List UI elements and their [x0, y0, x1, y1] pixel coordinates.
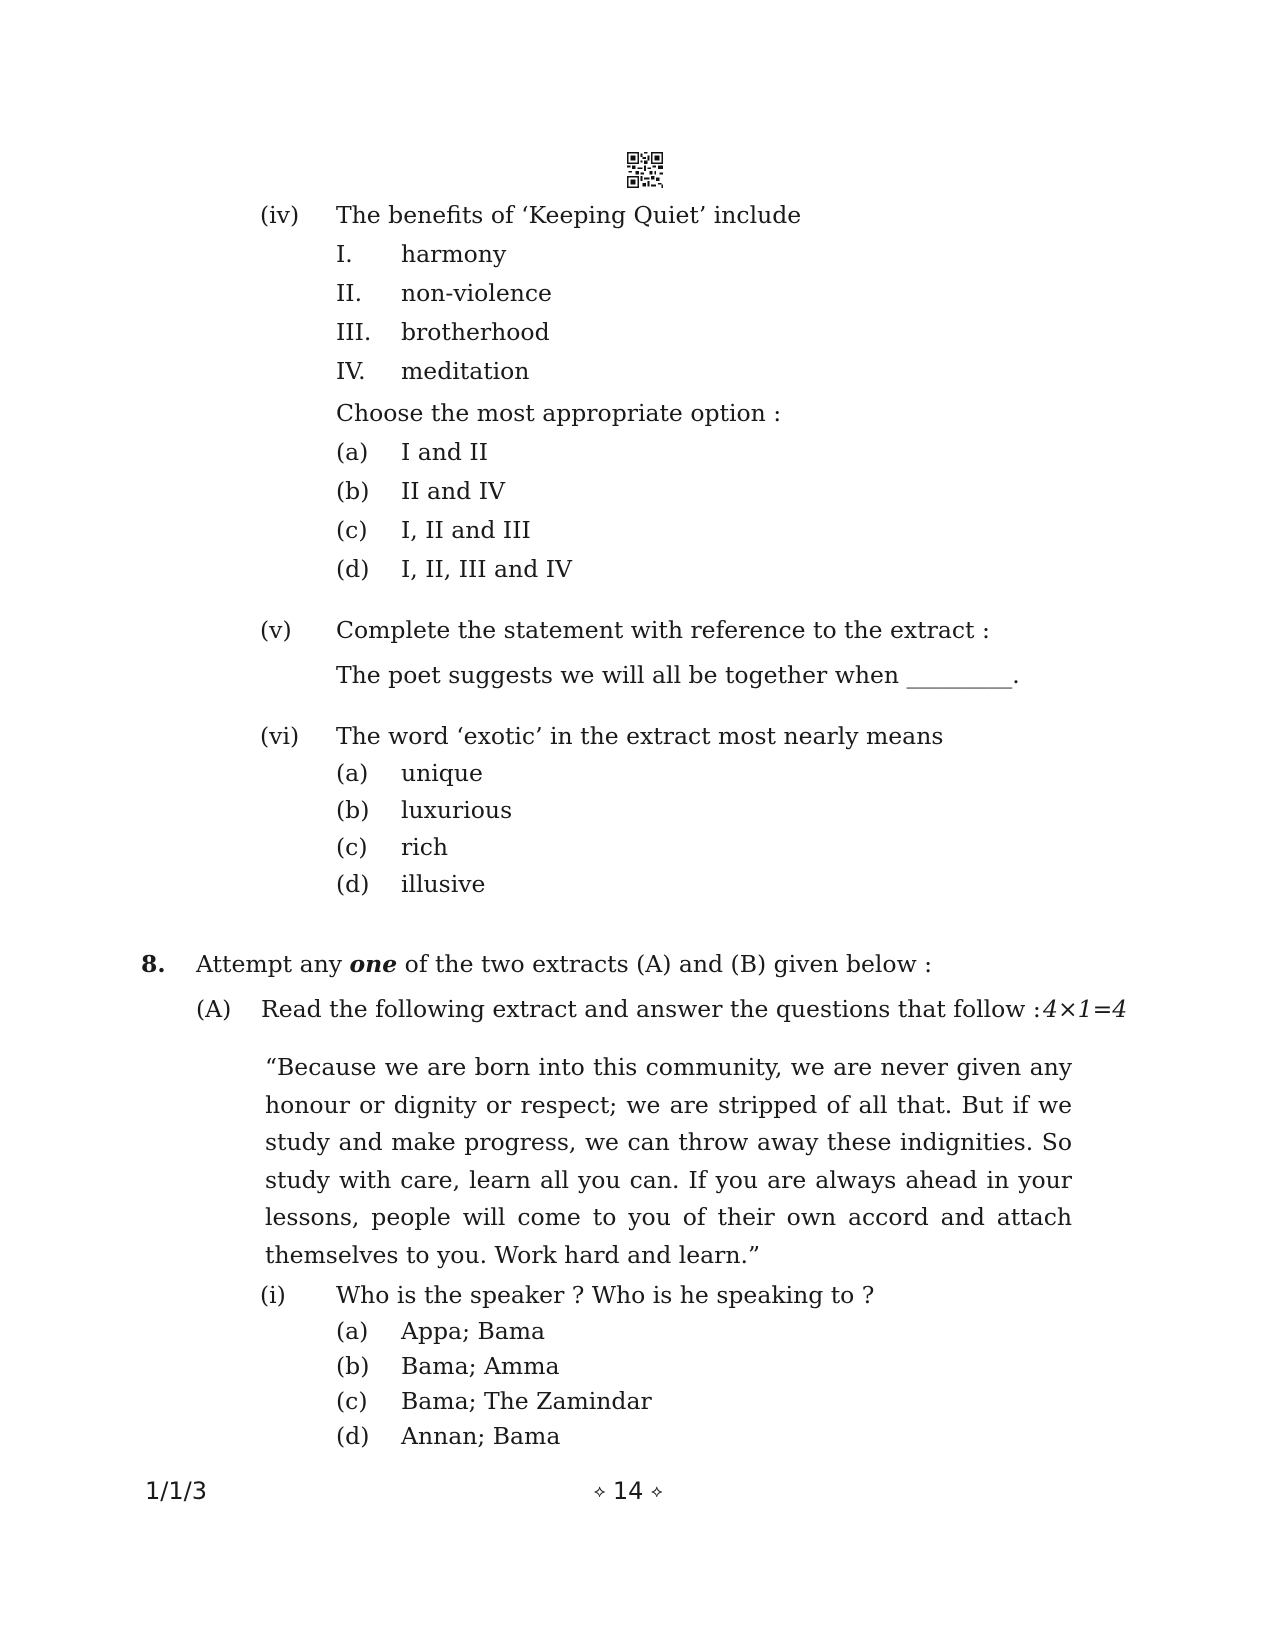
- option-text: Bama; The Zamindar: [401, 1387, 652, 1415]
- option-text: luxurious: [401, 796, 513, 824]
- option-label: (a): [336, 1317, 369, 1345]
- extract-passage: “Because we are born into this community, we are never given any honour or dignity or respect; we are stripped of all that. But if we study and make progress, we can throw away these indignities. So study with care, learn all you can. If you are always ahead in your lessons, people will come to you of their own accord and attach themselves to you. Work hard and learn.”: [265, 1053, 1072, 1269]
- item-text: non-violence: [401, 279, 552, 307]
- item-number: IV.: [336, 357, 366, 385]
- option-text: Annan; Bama: [401, 1422, 561, 1450]
- option-label: (a): [336, 438, 369, 466]
- option-text: rich: [401, 833, 449, 861]
- item-text: meditation: [401, 357, 530, 385]
- item-text: harmony: [401, 240, 507, 268]
- option-label: (d): [336, 1422, 370, 1450]
- instruction: Choose the most appropriate option :: [336, 399, 782, 427]
- qr-code: [627, 152, 663, 188]
- question-number: (i): [260, 1281, 286, 1309]
- question-stem: Attempt any one of the two extracts (A) and (B) given below :: [196, 950, 933, 978]
- question-number: 8.: [141, 950, 166, 978]
- question-stem: Who is the speaker ? Who is he speaking to ?: [336, 1281, 875, 1309]
- question-stem: The benefits of ‘Keeping Quiet’ include: [336, 201, 802, 229]
- extract-label: (A): [196, 995, 232, 1023]
- question-number: (iv): [260, 201, 300, 229]
- option-text: II and IV: [401, 477, 505, 505]
- extract-instruction: Read the following extract and answer the questions that follow :: [261, 995, 1041, 1023]
- option-text: unique: [401, 759, 483, 787]
- option-label: (c): [336, 833, 368, 861]
- question-number: (v): [260, 616, 292, 644]
- page-number: [594, 1479, 662, 1503]
- item-number: III.: [336, 318, 372, 346]
- option-text: illusive: [401, 870, 486, 898]
- ornament-left-icon: ⟡: [594, 1482, 606, 1502]
- option-label: (c): [336, 516, 368, 544]
- item-number: II.: [336, 279, 363, 307]
- question-number: (vi): [260, 722, 300, 750]
- page-number-value: 14: [612, 1477, 644, 1505]
- ornament-right-icon: ⟡: [651, 1482, 663, 1502]
- option-text: Appa; Bama: [401, 1317, 546, 1345]
- option-text: I, II, III and IV: [401, 555, 572, 583]
- option-text: I and II: [401, 438, 488, 466]
- emphasis-one: one: [349, 950, 398, 978]
- option-label: (d): [336, 870, 370, 898]
- option-text: I, II and III: [401, 516, 531, 544]
- option-label: (c): [336, 1387, 368, 1415]
- question-stem: Complete the statement with reference to the extract :: [336, 616, 990, 644]
- item-number: I.: [336, 240, 353, 268]
- option-label: (a): [336, 759, 369, 787]
- option-label: (d): [336, 555, 370, 583]
- paper-code: 1/1/3: [145, 1477, 207, 1505]
- option-label: (b): [336, 477, 370, 505]
- option-text: Bama; Amma: [401, 1352, 560, 1380]
- marks-allocation: 4×1=4: [1043, 995, 1128, 1023]
- item-text: brotherhood: [401, 318, 550, 346]
- question-stem: The word ‘exotic’ in the extract most nearly means: [336, 722, 944, 750]
- statement: The poet suggests we will all be together when _________.: [336, 661, 1020, 689]
- option-label: (b): [336, 796, 370, 824]
- option-label: (b): [336, 1352, 370, 1380]
